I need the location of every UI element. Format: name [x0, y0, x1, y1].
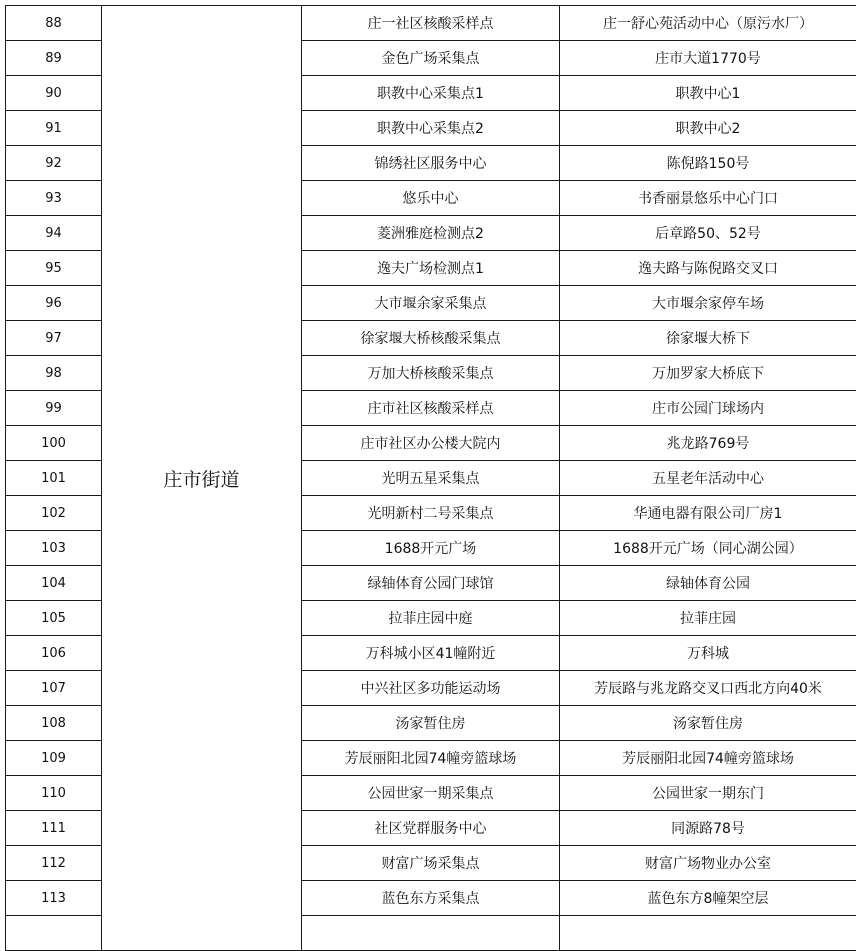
site-name: 庄一社区核酸采样点	[302, 6, 560, 41]
site-name: 社区党群服务中心	[302, 811, 560, 846]
site-location: 财富广场物业办公室	[560, 846, 856, 881]
row-number: 95	[6, 251, 102, 286]
site-name: 光明五星采集点	[302, 461, 560, 496]
site-name: 职教中心采集点2	[302, 111, 560, 146]
site-name: 光明新村二号采集点	[302, 496, 560, 531]
row-number: 105	[6, 601, 102, 636]
row-number: 103	[6, 531, 102, 566]
site-name: 金色广场采集点	[302, 41, 560, 76]
site-location: 大市堰余家停车场	[560, 286, 856, 321]
site-location: 绿轴体育公园	[560, 566, 856, 601]
table-body	[6, 6, 856, 951]
site-location: 华通电器有限公司厂房1	[560, 496, 856, 531]
site-name: 锦绣社区服务中心	[302, 146, 560, 181]
site-location: 万加罗家大桥底下	[560, 356, 856, 391]
site-location: 庄一舒心苑活动中心（原污水厂）	[560, 6, 856, 41]
site-location: 职教中心1	[560, 76, 856, 111]
row-number: 108	[6, 706, 102, 741]
row-number: 102	[6, 496, 102, 531]
site-name: 大市堰余家采集点	[302, 286, 560, 321]
row-number: 109	[6, 741, 102, 776]
site-location: 逸夫路与陈倪路交叉口	[560, 251, 856, 286]
site-name: 菱洲雅庭检测点2	[302, 216, 560, 251]
row-number: 106	[6, 636, 102, 671]
row-number: 110	[6, 776, 102, 811]
site-location: 同源路78号	[560, 811, 856, 846]
site-name: 拉菲庄园中庭	[302, 601, 560, 636]
row-number: 93	[6, 181, 102, 216]
site-name: 绿轴体育公园门球馆	[302, 566, 560, 601]
row-number: 90	[6, 76, 102, 111]
site-location: 拉菲庄园	[560, 601, 856, 636]
row-number: 111	[6, 811, 102, 846]
site-location: 蓝色东方8幢架空层	[560, 881, 856, 916]
site-location: 徐家堰大桥下	[560, 321, 856, 356]
site-location: 职教中心2	[560, 111, 856, 146]
site-name: 庄市社区办公楼大院内	[302, 426, 560, 461]
site-location: 汤家暂住房	[560, 706, 856, 741]
row-number: 92	[6, 146, 102, 181]
site-location: 五星老年活动中心	[560, 461, 856, 496]
row-number: 112	[6, 846, 102, 881]
table-row	[6, 6, 856, 41]
site-name: 庄市社区核酸采样点	[302, 391, 560, 426]
site-name: 万科城小区41幢附近	[302, 636, 560, 671]
site-name: 蓝色东方采集点	[302, 881, 560, 916]
site-name: 财富广场采集点	[302, 846, 560, 881]
row-number: 104	[6, 566, 102, 601]
site-location: 后章路50、52号	[560, 216, 856, 251]
site-name: 悠乐中心	[302, 181, 560, 216]
site-name: 中兴社区多功能运动场	[302, 671, 560, 706]
site-location: 公园世家一期东门	[560, 776, 856, 811]
site-location: 庄市大道1770号	[560, 41, 856, 76]
site-name: 逸夫广场检测点1	[302, 251, 560, 286]
row-number: 97	[6, 321, 102, 356]
row-number: 98	[6, 356, 102, 391]
site-name: 1688开元广场	[302, 531, 560, 566]
row-number: 88	[6, 6, 102, 41]
row-number: 99	[6, 391, 102, 426]
sampling-sites-table	[5, 5, 856, 951]
site-location: 芳辰丽阳北园74幢旁篮球场	[560, 741, 856, 776]
site-location: 书香丽景悠乐中心门口	[560, 181, 856, 216]
site-location: 1688开元广场（同心湖公园）	[560, 531, 856, 566]
site-location: 兆龙路769号	[560, 426, 856, 461]
site-location: 陈倪路150号	[560, 146, 856, 181]
site-location: 万科城	[560, 636, 856, 671]
row-number: 94	[6, 216, 102, 251]
site-location: 芳辰路与兆龙路交叉口西北方向40米	[560, 671, 856, 706]
site-name: 芳辰丽阳北园74幢旁篮球场	[302, 741, 560, 776]
row-number: 96	[6, 286, 102, 321]
row-number: 101	[6, 461, 102, 496]
site-name: 公园世家一期采集点	[302, 776, 560, 811]
row-number: 89	[6, 41, 102, 76]
row-number: 91	[6, 111, 102, 146]
site-name: 汤家暂住房	[302, 706, 560, 741]
row-number: 107	[6, 671, 102, 706]
site-name: 职教中心采集点1	[302, 76, 560, 111]
site-name: 万加大桥核酸采集点	[302, 356, 560, 391]
row-number: 100	[6, 426, 102, 461]
site-location: 庄市公园门球场内	[560, 391, 856, 426]
site-name: 徐家堰大桥核酸采集点	[302, 321, 560, 356]
district-cell: 庄市街道	[102, 6, 302, 951]
row-number: 113	[6, 881, 102, 916]
